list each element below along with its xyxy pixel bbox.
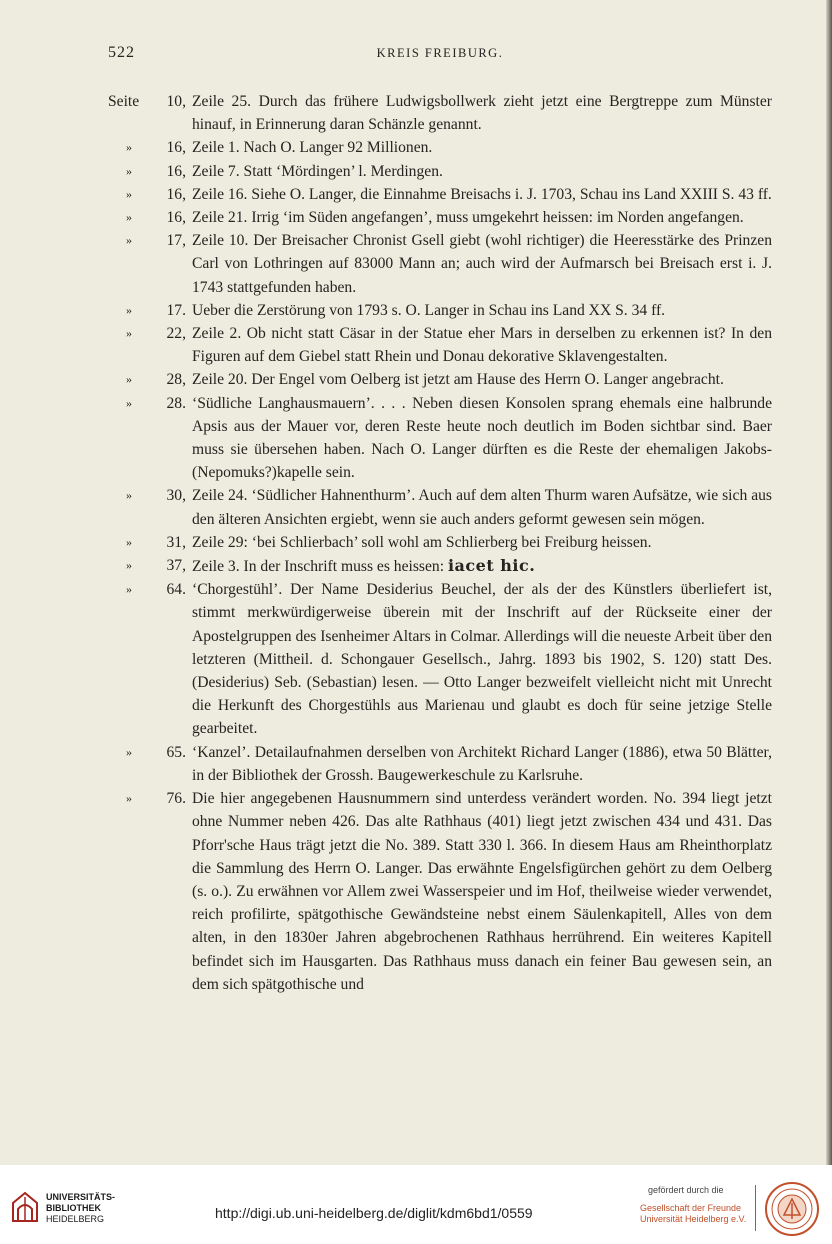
reference-lead: »	[126, 488, 132, 503]
correction-body: ‘Kanzel’. Detailaufnahmen derselben von Architekt Richard Langer (1886), etwa 50 Blätter, in der Bibliothek der Grossh. Baugewerkeschule zu Karlsruhe.	[192, 743, 772, 784]
reference-lead: »	[126, 582, 132, 597]
correction-entry	[108, 90, 772, 136]
reference-lead: »	[126, 558, 132, 573]
page-reference	[108, 554, 186, 578]
correction-entry	[108, 787, 772, 996]
reference-lead: »	[126, 186, 132, 201]
correction-text	[186, 484, 772, 530]
correction-body: Zeile 7. Statt ‘Mördingen’ l. Merdingen.	[192, 162, 443, 180]
correction-entry	[108, 322, 772, 368]
correction-entry	[108, 484, 772, 530]
page-reference	[108, 741, 186, 787]
page-reference	[108, 531, 186, 554]
page-reference	[108, 484, 186, 530]
reference-page-number: 37,	[166, 557, 186, 575]
reference-page-number: 64.	[166, 581, 186, 599]
reference-lead: »	[126, 534, 132, 549]
correction-entry	[108, 392, 772, 485]
blackletter-inscription: iacet hic.	[447, 556, 536, 576]
sponsor-name-line2: Universität Heidelberg e.V.	[640, 1214, 747, 1224]
correction-entry	[108, 554, 772, 578]
correction-body: Ueber die Zerstörung von 1793 s. O. Langer in Schau ins Land XX S. 34 ff.	[192, 301, 666, 319]
ub-heidelberg-logo-icon[interactable]	[10, 1191, 40, 1225]
reference-page-number: 22,	[166, 325, 186, 343]
page-reference	[108, 368, 186, 391]
reference-lead: »	[126, 744, 132, 759]
correction-body: Zeile 10. Der Breisacher Chronist Gsell giebt (wohl richtiger) die Heeresstärke des Prinzen Carl von Lothringen auf 83000 Mann an; auch wird der Aufmarsch bei Breisach erst i. J. 1743 stattgefunden haben.	[192, 232, 772, 296]
correction-text	[186, 531, 772, 554]
reference-page-number: 31,	[166, 533, 186, 551]
correction-entry	[108, 136, 772, 159]
correction-entry	[108, 299, 772, 322]
correction-entry	[108, 183, 772, 206]
reference-page-number: 17,	[166, 232, 186, 250]
reference-lead: »	[126, 395, 132, 410]
correction-body: Zeile 20. Der Engel vom Oelberg ist jetzt am Hause des Herrn O. Langer angebracht.	[192, 371, 724, 389]
page-number: 522	[108, 44, 135, 61]
library-name[interactable]	[46, 1192, 115, 1225]
reference-page-number: 30,	[166, 487, 186, 505]
correction-text	[186, 206, 772, 229]
reference-page-number: 17.	[166, 301, 186, 319]
sponsor-name-line1: Gesellschaft der Freunde	[640, 1203, 742, 1213]
correction-body: Zeile 3. In der Inschrift muss es heissen:	[192, 558, 445, 576]
page-reference	[108, 90, 186, 136]
library-name-line1: UNIVERSITÄTS-	[46, 1192, 116, 1202]
permalink-url[interactable]: http://digi.ub.uni-heidelberg.de/diglit/kdm6bd1/0559	[215, 1205, 533, 1221]
page-reference	[108, 578, 186, 740]
correction-text	[186, 554, 772, 578]
correction-entry	[108, 206, 772, 229]
correction-text	[186, 299, 772, 322]
reference-page-number: 16,	[166, 162, 186, 180]
page-reference	[108, 229, 186, 299]
correction-body: Die hier angegebenen Hausnummern sind unterdess verändert worden. No. 394 liegt jetzt ohne Nummer neben 426. Das alte Rathhaus (401) liegt jetzt zwischen 434 und 431. Das Pforr'sche Haus trägt jetzt die No. 389. Statt 330 l. 366. In diesem Haus am Rheinthorplatz die Sammlung des Herrn O. Langer. Das erwähnte Engelsfigürchen gehört zu dem Oelberg (s. o.). Zu erwähnen vor Allem zwei Wasserspeier und im Hof, theilweise wieder verwendet, reich profilirte, spätgothische Gewändsteine nebst einem Säulenkapitell, Alles von dem alten, in den 1830er Jahren abgebrochenen Rathhaus herrührend. Ein weiteres Kapitell befindet sich im Hausgarten. Das Rathhaus muss danach ein feiner Bau gewesen sein, an dem sich spätgothische und	[192, 790, 772, 993]
university-seal-icon	[764, 1181, 820, 1237]
correction-entry	[108, 160, 772, 183]
correction-text	[186, 368, 772, 391]
reference-page-number: 16,	[166, 139, 186, 157]
correction-body: Zeile 25. Durch das frühere Ludwigsbollwerk zieht jetzt eine Bergtreppe zum Münster hinauf, in Erinnerung daran Schänzle genannt.	[192, 93, 772, 134]
correction-body: Zeile 2. Ob nicht statt Cäsar in der Statue eher Mars in derselben zu erkennen ist? In den Figuren auf dem Giebel statt Rhein und Donau dekorative Sklavengestalten.	[192, 325, 772, 366]
page-reference	[108, 392, 186, 485]
correction-body: Zeile 24. ‘Südlicher Hahnenthurm’. Auch auf dem alten Thurm waren Aufsätze, wie sich aus den älteren Ansichten ergiebt, wenn sie auch anders geformt gewesen sein mögen.	[192, 487, 772, 528]
correction-text	[186, 90, 772, 136]
correction-entry	[108, 578, 772, 740]
footer-divider	[755, 1185, 756, 1231]
reference-page-number: 28,	[166, 371, 186, 389]
reference-lead: »	[126, 140, 132, 155]
page-reference	[108, 206, 186, 229]
correction-text	[186, 160, 772, 183]
reference-lead: »	[126, 372, 132, 387]
reference-lead: »	[126, 302, 132, 317]
correction-body: Zeile 16. Siehe O. Langer, die Einnahme Breisachs i. J. 1703, Schau ins Land XXIII S. 43 ff.	[192, 185, 772, 203]
library-name-line2: BIBLIOTHEK	[46, 1203, 101, 1213]
correction-text	[186, 578, 772, 740]
page-reference	[108, 299, 186, 322]
correction-body: Zeile 21. Irrig ‘im Süden angefangen’, muss umgekehrt heissen: im Norden angefangen.	[192, 209, 744, 227]
correction-text	[186, 741, 772, 787]
running-head: KREIS FREIBURG.	[376, 46, 504, 60]
sponsor-label: gefördert durch die	[648, 1185, 724, 1195]
correction-entry	[108, 531, 772, 554]
page-reference	[108, 160, 186, 183]
correction-body: ‘Südliche Langhausmauern’. . . . Neben diesen Konsolen sprang ehemals eine halbrunde Apsis aus der Mauer vor, deren Reste heute noch deutlich im Boden sichtbar sind. Baer muss sie übersehen haben. Nach O. Langer dürften es die Reste der ehemaligen Jakobs-(Nepomuks?)kapelle sein.	[192, 394, 772, 482]
page-reference	[108, 136, 186, 159]
page-header	[108, 44, 772, 64]
correction-body: Zeile 29: ‘bei Schlierbach’ soll wohl am Schlierberg bei Freiburg heissen.	[192, 533, 652, 551]
correction-entry	[108, 368, 772, 391]
reference-lead: »	[126, 210, 132, 225]
reference-lead: Seite	[108, 93, 140, 110]
correction-text	[186, 136, 772, 159]
sponsor-name[interactable]	[640, 1203, 746, 1225]
page-reference	[108, 183, 186, 206]
correction-entry	[108, 229, 772, 299]
correction-body: Zeile 1. Nach O. Langer 92 Millionen.	[192, 139, 433, 157]
correction-text	[186, 183, 772, 206]
library-name-line3: HEIDELBERG	[46, 1214, 105, 1224]
corrections-list	[108, 90, 772, 996]
reference-page-number: 16,	[166, 185, 186, 203]
reference-page-number: 10,	[166, 93, 186, 110]
page-reference	[108, 787, 186, 996]
correction-entry	[108, 741, 772, 787]
correction-text	[186, 392, 772, 485]
reference-page-number: 65.	[166, 743, 186, 761]
reference-page-number: 28.	[166, 394, 186, 412]
reference-page-number: 16,	[166, 209, 186, 227]
reference-lead: »	[126, 163, 132, 178]
reference-lead: »	[126, 791, 132, 806]
page-reference	[108, 322, 186, 368]
reference-lead: »	[126, 326, 132, 341]
correction-body: ‘Chorgestühl’. Der Name Desiderius Beuchel, der als der des Künstlers überliefert ist, stimmt merkwürdigerweise überein mit der Inschrift auf der Rückseite einer der Apostelgruppen des Isenheimer Altars in Colmar. Allerdings will die neueste Arbeit über den letzteren (Mittheil. d. Schongauer Gesellsch., Jahrg. 1893 bis 1902, S. 120) statt Des. (Desiderius) Seb. (Sebastian) lesen. — Otto Langer bezweifelt vielleicht nicht mit Unrecht die Herkunft des Chorgestühls aus Marienau und glaubt es doch für seine jetzige Stelle gearbeitet.	[192, 581, 772, 738]
correction-text	[186, 322, 772, 368]
reference-page-number: 76.	[166, 790, 186, 808]
correction-text	[186, 787, 772, 996]
reference-lead: »	[126, 233, 132, 248]
viewer-footer	[0, 1165, 832, 1244]
correction-text	[186, 229, 772, 299]
